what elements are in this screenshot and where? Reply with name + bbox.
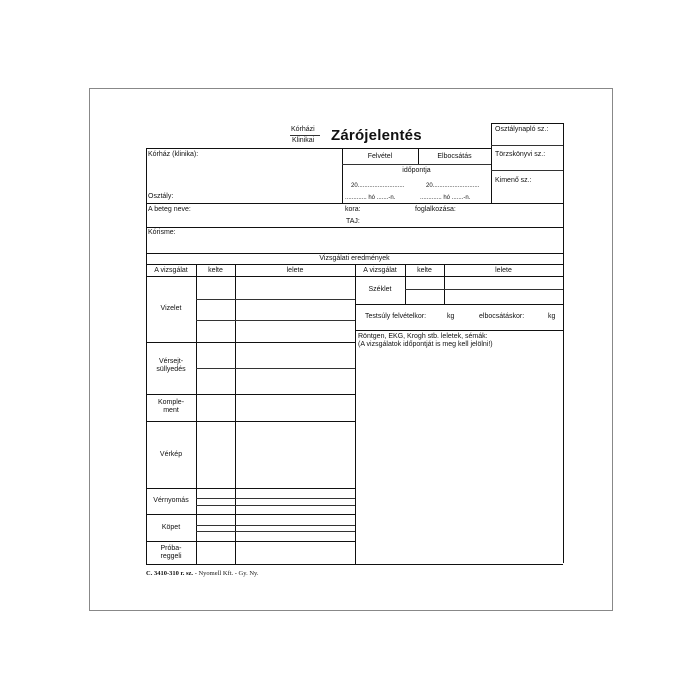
korisme-top-border xyxy=(146,227,563,228)
row-border-vizelet xyxy=(146,342,355,343)
row-probareggeli: Próba- reggeli xyxy=(160,545,182,560)
szeklet-label: Széklet xyxy=(368,286,392,293)
kg-label-2: kg xyxy=(548,313,556,320)
vernyomas-subline-1 xyxy=(196,498,355,499)
row-border-vernyomas xyxy=(146,514,355,515)
vizelet-subline-1 xyxy=(196,299,355,300)
left-col-divider-1 xyxy=(196,264,197,564)
results-top-border xyxy=(146,253,563,254)
left-col-lelete: lelete xyxy=(286,267,304,274)
row-border-kopet xyxy=(146,541,355,542)
left-col-divider-2 xyxy=(235,264,236,564)
title-prefix-kórházi: Kórházi xyxy=(291,126,315,133)
left-col-vizsgalat: A vizsgálat xyxy=(154,267,188,274)
row-border-versejt xyxy=(146,394,355,395)
side-box-divider-2 xyxy=(491,170,563,171)
results-heading: Vizsgálati eredmények xyxy=(319,255,390,262)
dates-divider xyxy=(342,164,491,165)
osztalynaplo-label: Osztálynapló sz.: xyxy=(495,126,549,133)
felvetel-date-line-2[interactable]: ............. hó .......-n. xyxy=(345,195,396,201)
row-verkep: Vérkép xyxy=(159,451,183,458)
testsuly-bottom xyxy=(355,330,563,331)
kopet-subline-1 xyxy=(196,525,355,526)
beteg-neve-label: A beteg neve: xyxy=(148,206,191,213)
patient-top-border xyxy=(146,203,563,204)
right-col-kelte: kelte xyxy=(417,267,432,274)
form-title: Zárójelentés xyxy=(331,127,422,144)
szeklet-bottom xyxy=(355,304,563,305)
korisme-label: Kórisme: xyxy=(148,229,176,236)
versejt-subline-1 xyxy=(196,368,355,369)
foglalkozasa-label: foglalkozása: xyxy=(415,206,456,213)
side-box-divider-1 xyxy=(491,145,563,146)
row-vernyomas: Vérnyomás xyxy=(153,497,189,504)
footer-printer: - Nyomell Kft. - Gy. Ny. xyxy=(193,570,259,577)
kora-label: kora: xyxy=(345,206,361,213)
header-top-border xyxy=(146,148,491,149)
vizelet-subline-2 xyxy=(196,320,355,321)
vernyomas-subline-2 xyxy=(196,505,355,506)
elbocsatas-label: Elbocsátás xyxy=(437,153,472,160)
kopet-subline-2 xyxy=(196,531,355,532)
elbocsatas-date-line-1[interactable]: 20............................ xyxy=(426,183,480,189)
left-right-divider xyxy=(355,264,356,564)
title-prefix-klinikai: Klinikai xyxy=(292,137,315,144)
form-right-border xyxy=(563,123,564,563)
kimeno-label: Kimenő sz.: xyxy=(495,177,532,184)
osztaly-label: Osztály: xyxy=(148,193,174,200)
kg-label-1: kg xyxy=(447,313,455,320)
rontgen-label: Röntgen, EKG, Krogh stb. leletek, sémák: xyxy=(358,333,488,340)
row-komplement: Komple- ment xyxy=(157,399,185,414)
torzskonyvi-label: Törzskönyvi sz.: xyxy=(495,151,546,158)
row-kopet: Köpet xyxy=(161,524,181,531)
korhaz-label: Kórház (klinika): xyxy=(148,151,199,158)
form-bottom-border xyxy=(146,564,563,565)
row-versejt: Vérsejt- süllyedés xyxy=(156,358,186,373)
elbocsatas-date-line-2[interactable]: ............. hó .......-n. xyxy=(420,195,471,201)
form-footer xyxy=(146,570,258,577)
right-col-vizsgalat: A vizsgálat xyxy=(363,267,397,274)
elbocsataskor-label: elbocsátáskor: xyxy=(479,313,525,320)
row-border-verkep xyxy=(146,488,355,489)
rontgen-note: (A vizsgálatok időpontját is meg kell jelölni!) xyxy=(358,341,493,348)
idopontja-label: időpontja xyxy=(402,167,431,174)
left-col-kelte: kelte xyxy=(208,267,223,274)
felvetel-label: Felvétel xyxy=(367,153,393,160)
row-vizelet: Vizelet xyxy=(160,305,182,312)
side-box-top-border xyxy=(491,123,563,124)
row-border-komplement xyxy=(146,421,355,422)
testsuly-felvetelkor-label: Testsúly felvételkor: xyxy=(365,313,427,320)
side-box-left-border xyxy=(491,123,492,203)
footer-code: C. 3410-310 r. sz. xyxy=(146,570,194,577)
right-col-lelete: lelete xyxy=(495,267,512,274)
szeklet-subline xyxy=(405,289,563,290)
title-prefix-divider xyxy=(290,135,320,136)
taj-label: TAJ: xyxy=(346,218,360,225)
felvetel-date-line-1[interactable]: 20............................ xyxy=(351,183,405,189)
